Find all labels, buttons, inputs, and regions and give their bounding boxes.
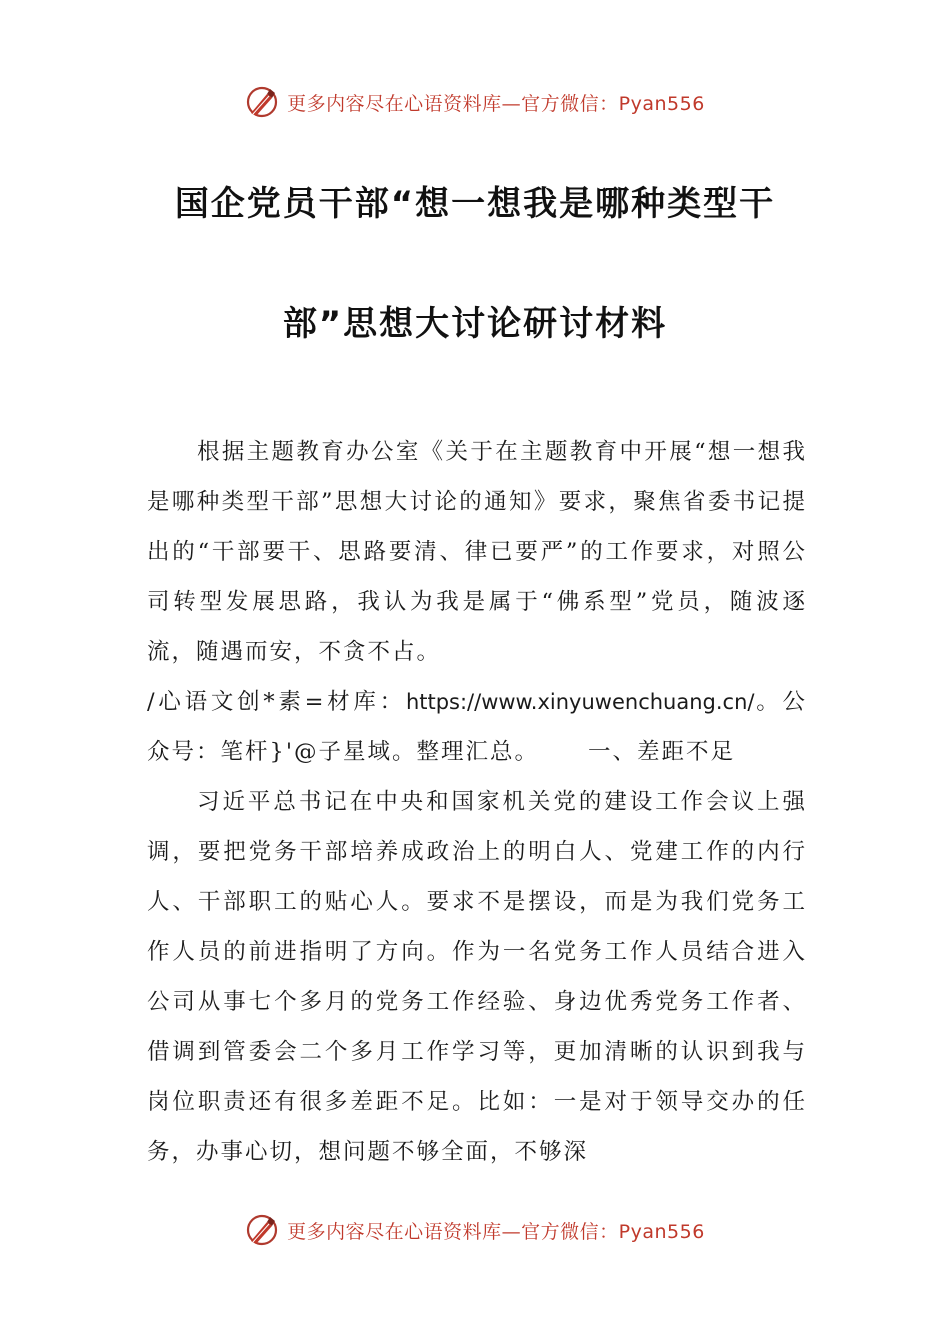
header-banner-label: 更多内容尽在心语资料库—官方微信： — [287, 92, 619, 115]
footer-banner-label: 更多内容尽在心语资料库—官方微信： — [287, 1220, 619, 1243]
header-banner — [0, 78, 950, 126]
footer-banner-text — [287, 1217, 705, 1244]
header-banner-text — [287, 89, 705, 116]
section-heading: 一、差距不足 — [588, 739, 736, 765]
source-note — [147, 677, 807, 777]
source-url: https://www.xinyuwenchuang.cn/ — [405, 690, 755, 714]
source-suffix: 。公众号：笔杆}'@子星域。整理汇总。 — [147, 689, 807, 765]
page-title-line-1: 国企党员干部“想一想我是哪种类型干 — [174, 184, 776, 224]
header-banner-id: Pyan556 — [618, 92, 705, 115]
paragraph-gap: 习近平总书记在中央和国家机关党的建设工作会议上强调，要把党务干部培养成政治上的明白人、党建工作的内行人、干部职工的贴心人。要求不是摆设，而是为我们党务工作人员的前进指明了方向。作为一名党务工作人员结合进入公司从事七个多月的党务工作经验、身边优秀党务工作者、借调到管委会二个多月工作学习等，更加清晰的认识到我与岗位职责还有很多差距不足。比如：一是对于领导交办的任务，办事心切，想问题不够全面，不够深 — [147, 789, 807, 1165]
footer-banner-id: Pyan556 — [618, 1220, 705, 1243]
pen-logo-icon — [245, 85, 279, 119]
footer-banner — [0, 1206, 950, 1254]
pen-logo-icon — [245, 1213, 279, 1247]
source-prefix: /心语文创*素=材库： — [147, 689, 406, 715]
paragraph-intro: 根据主题教育办公室《关于在主题教育中开展“想一想我是哪种类型干部”思想大讨论的通知》要求，聚焦省委书记提出的“干部要干、思路要清、律已要严”的工作要求，对照公司转型发展思路，我认为我是属于“佛系型”党员，随波逐流，随遇而安，不贪不占。 — [147, 439, 807, 665]
page-title-line-2: 部”思想大讨论研讨材料 — [282, 304, 668, 344]
document-body — [147, 427, 807, 1177]
